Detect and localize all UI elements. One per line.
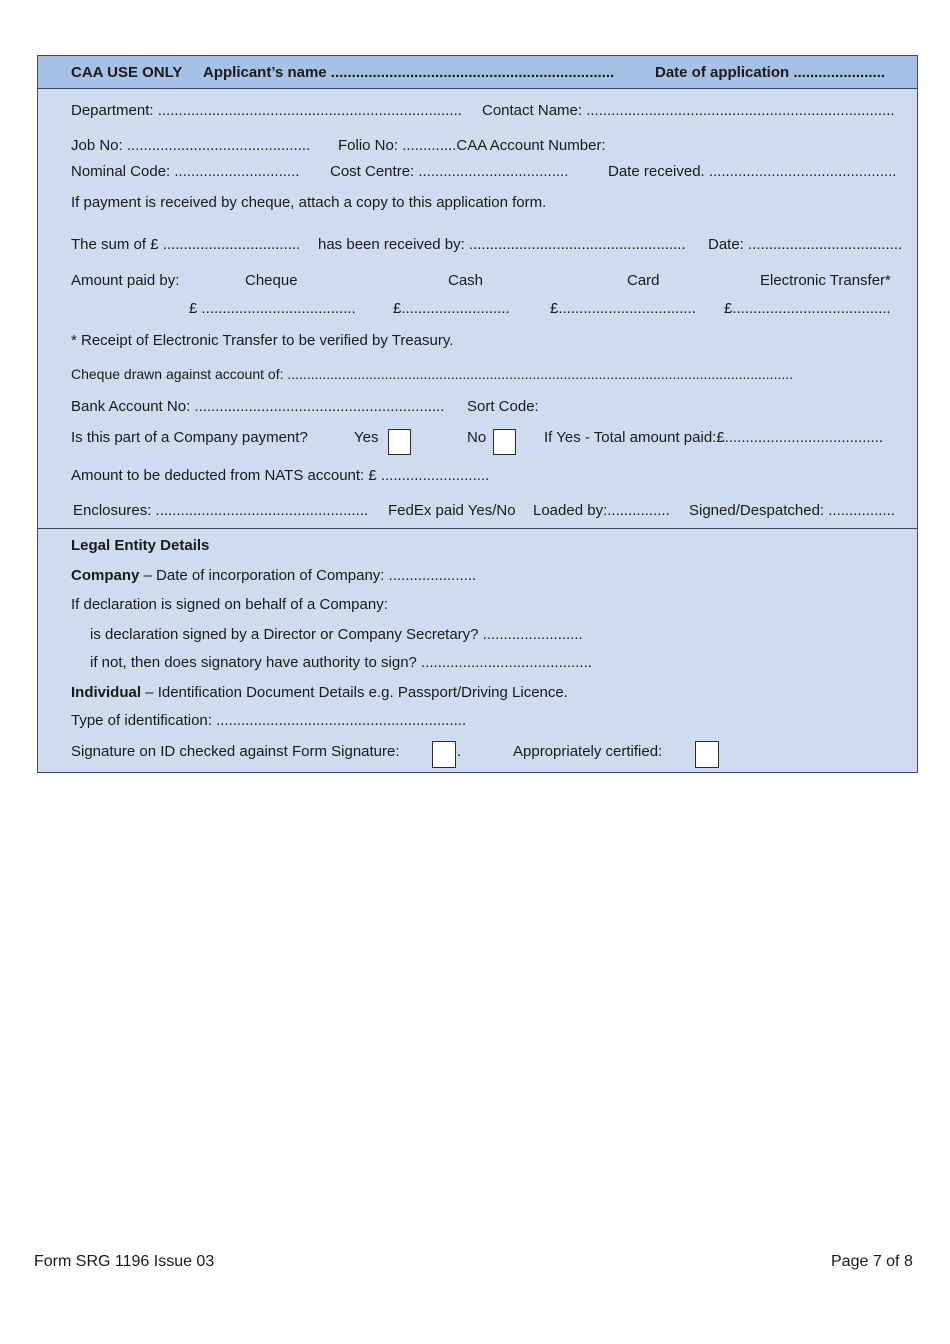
signature-check-label: Signature on ID checked against Form Signature:	[71, 743, 400, 760]
cost-centre-field[interactable]: Cost Centre: ....................................	[330, 163, 569, 180]
page-number: Page 7 of 8	[831, 1253, 913, 1270]
folio-no-field[interactable]: Folio No: .............CAA Account Number:	[338, 137, 606, 154]
certified-label: Appropriately certified:	[513, 743, 663, 760]
no-label: No	[467, 429, 487, 446]
date-received-field[interactable]: Date received. .............................................	[608, 163, 897, 180]
date-of-application-field[interactable]: Date of application ......................	[655, 64, 886, 81]
legal-entity-title: Legal Entity Details	[71, 537, 210, 554]
declaration-behalf-label: If declaration is signed on behalf of a Company:	[71, 596, 388, 613]
card-amount-field[interactable]: £.................................	[550, 300, 696, 317]
signature-check-dot: .	[457, 743, 462, 760]
company-incorporation-text: – Date of incorporation of Company: .....................	[139, 567, 477, 584]
contact-name-field[interactable]: Contact Name: ..........................................................................	[482, 102, 895, 119]
signed-despatched-field[interactable]: Signed/Despatched: ................	[689, 502, 895, 519]
fedex-paid-field[interactable]: FedEx paid Yes/No	[388, 502, 516, 519]
cheque-note: If payment is received by cheque, attach a copy to this application form.	[71, 194, 547, 211]
method-card-label: Card	[627, 272, 660, 289]
individual-id-label	[71, 684, 568, 702]
sum-of-field[interactable]: The sum of £ .................................	[71, 236, 301, 253]
cash-amount-field[interactable]: £..........................	[393, 300, 510, 317]
company-incorporation-field[interactable]	[71, 567, 476, 585]
authority-question-field[interactable]: if not, then does signatory have authority to sign? .........................................	[90, 654, 592, 671]
bank-account-field[interactable]: Bank Account No: ............................................................	[71, 398, 445, 415]
signature-check-checkbox[interactable]	[432, 741, 456, 768]
method-cash-label: Cash	[448, 272, 484, 289]
certified-checkbox[interactable]	[695, 741, 719, 768]
individual-bold-label: Individual	[71, 684, 142, 701]
enclosures-field[interactable]: Enclosures: ...................................................	[73, 502, 369, 519]
date-field[interactable]: Date: .....................................	[708, 236, 903, 253]
nats-deduction-field[interactable]: Amount to be deducted from NATS account: £ ..........................	[71, 467, 490, 484]
no-checkbox[interactable]	[493, 429, 516, 455]
cheque-amount-field[interactable]: £ .....................................	[189, 300, 356, 317]
job-no-field[interactable]: Job No: ............................................	[71, 137, 311, 154]
company-bold-label: Company	[71, 567, 140, 584]
amount-paid-by-label: Amount paid by:	[71, 272, 180, 289]
form-id: Form SRG 1196 Issue 03	[34, 1253, 215, 1270]
method-cheque-label: Cheque	[245, 272, 298, 289]
total-amount-field[interactable]: If Yes - Total amount paid:£......................................	[544, 429, 884, 446]
sort-code-field[interactable]: Sort Code:	[467, 398, 539, 415]
applicant-name-field[interactable]: Applicant’s name ....................................................................	[203, 64, 615, 81]
received-by-field[interactable]: has been received by: ....................................................	[318, 236, 686, 253]
nominal-code-field[interactable]: Nominal Code: ..............................	[71, 163, 300, 180]
loaded-by-field[interactable]: Loaded by:...............	[533, 502, 670, 519]
department-field[interactable]: Department: .........................................................................	[71, 102, 462, 119]
company-payment-question: Is this part of a Company payment?	[71, 429, 308, 446]
legal-section-divider	[38, 528, 917, 529]
type-of-identification-field[interactable]: Type of identification: ............................................................	[71, 712, 467, 729]
yes-checkbox[interactable]	[388, 429, 411, 455]
electronic-amount-field[interactable]: £......................................	[724, 300, 891, 317]
cheque-drawn-field[interactable]: Cheque drawn against account of: ..................................................................................................................................	[71, 366, 794, 382]
method-electronic-label: Electronic Transfer*	[760, 272, 891, 289]
director-question-field[interactable]: is declaration signed by a Director or Company Secretary? ........................	[90, 626, 583, 643]
electronic-transfer-note: * Receipt of Electronic Transfer to be verified by Treasury.	[71, 332, 454, 349]
caa-use-only-label: CAA USE ONLY	[71, 64, 183, 81]
individual-id-text: – Identification Document Details e.g. Passport/Driving Licence.	[141, 684, 568, 701]
yes-label: Yes	[354, 429, 379, 446]
